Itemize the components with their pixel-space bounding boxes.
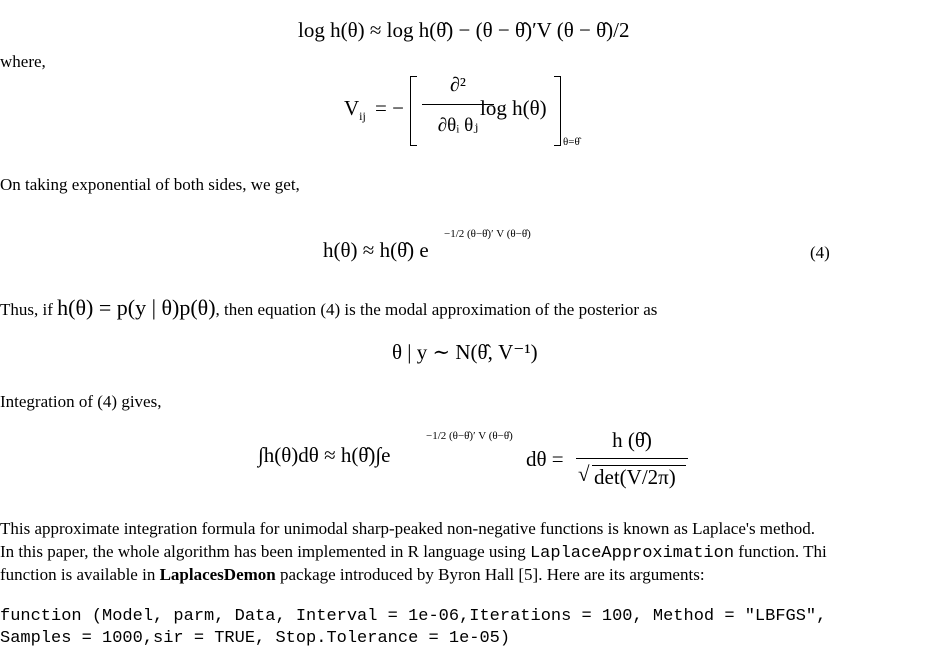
- vij-numerator: ∂²: [450, 74, 466, 96]
- vij-denominator: ∂θᵢ θⱼ: [437, 115, 479, 136]
- vij-symbol: V: [344, 96, 360, 120]
- thus-formula: h(θ) = p(y | θ)p(θ): [57, 295, 216, 320]
- equation-log-approx: [298, 18, 630, 43]
- text-exponential: On taking exponential of both sides, we get,: [0, 175, 300, 194]
- code-line-1: function (Model, parm, Data, Interval = 1e-06,Iterations = 100, Method = "LBFGS",: [0, 607, 827, 626]
- paragraph-implementation: [0, 542, 827, 564]
- thus-tail: , then equation (4) is the modal approximation of the posterior as: [215, 300, 658, 319]
- left-bracket: [410, 76, 417, 146]
- implementation-text: In this paper, the whole algorithm has been implemented in R language using: [0, 542, 526, 561]
- integral-dtheta: dθ =: [526, 447, 564, 471]
- thus-lead: Thus, if: [0, 300, 53, 319]
- vij-evaluation: θ=θ̂: [563, 136, 580, 148]
- eq4-main: h(θ) ≈ h(θ̂) e: [323, 238, 429, 262]
- vij-equals: = −: [375, 96, 404, 120]
- code-line-2: Samples = 1000,sir = TRUE, Stop.Tolerance = 1e-05): [0, 629, 511, 648]
- thus-line: [0, 295, 658, 320]
- code-function-name: LaplaceApproximation: [529, 544, 735, 563]
- vij-subscript: ij: [359, 109, 366, 124]
- posterior-approx: θ | y ∼ N(θ̂, V⁻¹): [392, 340, 538, 364]
- integral-left: ∫h(θ)dθ ≈ h(θ̂)∫e: [258, 443, 391, 467]
- text-integration: Integration of (4) gives,: [0, 392, 162, 411]
- package-name: LaplacesDemon: [159, 565, 276, 584]
- integral-exponent: −1/2 (θ−θ̂)′ V (θ−θ̂): [426, 430, 513, 442]
- vij-lhs: [344, 96, 366, 124]
- vij-function: log h(θ): [480, 96, 547, 120]
- eq4-number: (4): [810, 243, 830, 262]
- integral-fraction-line: [576, 458, 688, 459]
- paragraph-package: [0, 565, 705, 585]
- package-tail: package introduced by Byron Hall [5]. Here are its arguments:: [280, 565, 705, 584]
- equation-log-approx-text: log h(θ) ≈ log h(θ̂) − (θ − θ̂)′V (θ − θ̂)/2: [298, 18, 630, 42]
- implementation-tail: function. Thi: [738, 542, 827, 561]
- integral-numerator: h (θ̂): [612, 428, 652, 452]
- paragraph-laplace-method: This approximate integration formula for unimodal sharp-peaked non-negative functions is known as Laplace's method.: [0, 519, 816, 538]
- right-bracket: [554, 76, 561, 146]
- package-lead: function is available in: [0, 565, 156, 584]
- integral-denominator: det(V/2π): [594, 465, 676, 489]
- where-label: where,: [0, 52, 46, 71]
- eq4-exponent: −1/2 (θ−θ̂)′ V (θ−θ̂): [444, 228, 531, 240]
- sqrt-sign: √: [578, 462, 590, 486]
